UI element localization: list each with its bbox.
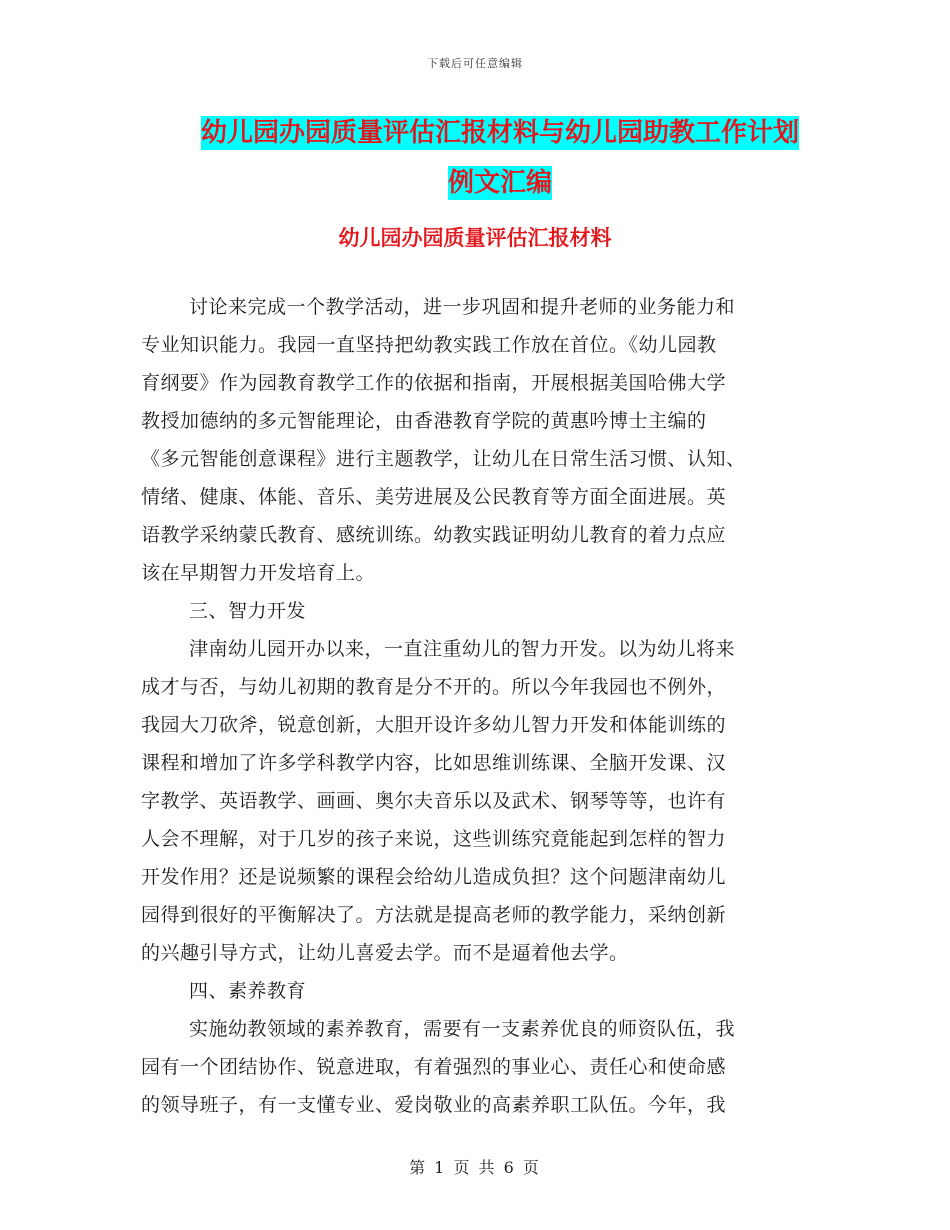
- body-line: 讨论来完成一个教学活动，进一步巩固和提升老师的业务能力和: [189, 296, 736, 318]
- page-header-note: 下载后可任意编辑: [427, 57, 523, 70]
- body-line: 的领导班子，有一支懂专业、爱岗敬业的高素养职工队伍。今年，我: [141, 1094, 727, 1116]
- body-line: 人会不理解，对于几岁的孩子来说，这些训练究竟能起到怎样的智力: [141, 828, 727, 850]
- document-title-line-2: 例文汇编: [447, 168, 552, 198]
- body-line: 开发作用？还是说频繁的课程会给幼儿造成负担？这个问题津南幼儿: [141, 866, 727, 888]
- body-line: 园有一个团结协作、锐意进取，有着强烈的事业心、责任心和使命感: [141, 1056, 727, 1078]
- document-title: [195, 108, 805, 208]
- body-text: [141, 288, 811, 1124]
- section-heading: 幼儿园办园质量评估汇报材料: [338, 226, 612, 250]
- page-number: 第 1 页 共 6 页: [409, 1158, 541, 1177]
- body-line: 该在早期智力开发培育上。: [141, 562, 376, 584]
- subsection-heading-quality-education: 四、素养教育: [189, 980, 307, 1002]
- body-line: 教授加德纳的多元智能理论，由香港教育学院的黄惠吟博士主编的: [141, 410, 707, 432]
- body-line: 的兴趣引导方式，让幼儿喜爱去学。而不是逼着他去学。: [141, 942, 629, 964]
- body-line: 字教学、英语教学、画画、奥尔夫音乐以及武术、钢琴等等，也许有: [141, 790, 727, 812]
- body-line: 我园大刀砍斧，锐意创新，大胆开设许多幼儿智力开发和体能训练的: [141, 714, 727, 736]
- body-line: 成才与否，与幼儿初期的教育是分不开的。所以今年我园也不例外，: [141, 676, 727, 698]
- subsection-heading-intelligence: 三、智力开发: [189, 600, 307, 622]
- body-line: 园得到很好的平衡解决了。方法就是提高老师的教学能力，采纳创新: [141, 904, 727, 926]
- body-line: 实施幼教领域的素养教育，需要有一支素养优良的师资队伍，我: [189, 1018, 736, 1040]
- document-title-line-1: 幼儿园办园质量评估汇报材料与幼儿园助教工作计划: [200, 118, 799, 148]
- body-line: 津南幼儿园开办以来，一直注重幼儿的智力开发。以为幼儿将来: [189, 638, 736, 660]
- body-line: 课程和增加了许多学科教学内容，比如思维训练课、全脑开发课、汉: [141, 752, 727, 774]
- body-line: 语教学采纳蒙氏教育、感统训练。幼教实践证明幼儿教育的着力点应: [141, 524, 727, 546]
- body-line: 《多元智能创意课程》进行主题教学，让幼儿在日常生活习惯、认知、: [141, 448, 746, 470]
- body-line: 专业知识能力。我园一直坚持把幼教实践工作放在首位。《幼儿园教: [141, 334, 717, 356]
- body-line: 育纲要》作为园教育教学工作的依据和指南，开展根据美国哈佛大学: [141, 372, 727, 394]
- body-line: 情绪、健康、体能、音乐、美劳进展及公民教育等方面全面进展。英: [141, 486, 727, 508]
